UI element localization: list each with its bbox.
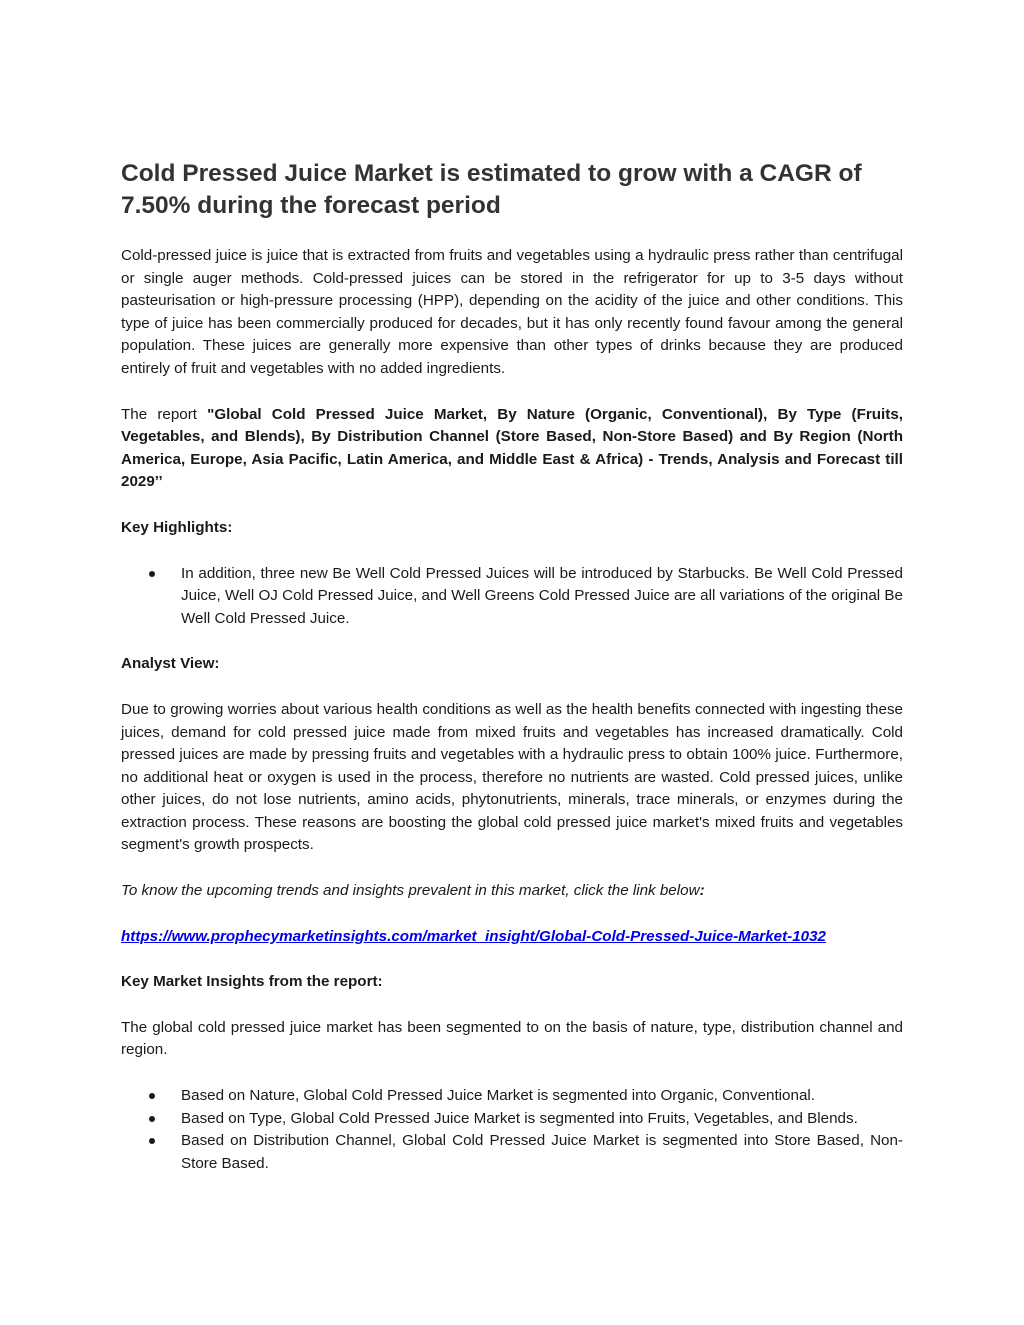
analyst-view-heading: Analyst View: [121, 655, 220, 673]
list-item [121, 563, 903, 631]
cta-text-body: To know the upcoming trends and insights prevalent in this market, click the link below [121, 882, 700, 900]
list-item [121, 1130, 903, 1175]
report-name: "Global Cold Pressed Juice Market, By Nature (Organic, Conventional), By Type (Fruits, Vegetables, and Blends), By Distribution Channel (Store Based, Non-Store Based) and By Region (North America, Europe, Asia Pacific, Latin America, and Middle East & Africa) - Trends, Analysis and Forecast till 2029’’ [121, 405, 903, 491]
list-item [121, 1108, 903, 1131]
cta-colon: : [699, 882, 705, 900]
key-insights-intro: The global cold pressed juice market has been segmented to on the basis of nature, type, distribution channel and region. [121, 1018, 903, 1059]
bullet-icon [149, 1116, 155, 1122]
list-item-text: Based on Nature, Global Cold Pressed Juice Market is segmented into Organic, Conventional. [181, 1087, 815, 1105]
key-insights-list [121, 1085, 903, 1175]
list-item-text: Based on Distribution Channel, Global Cold Pressed Juice Market is segmented into Store Based, Non-Store Based. [181, 1132, 903, 1172]
analyst-view-paragraph: Due to growing worries about various health conditions as well as the health benefits connected with ingesting these juices, demand for cold pressed juice made from mixed fruits and vegetables has increased dramatically. Cold pressed juices are made by pressing fruits and vegetables with a hydraulic press to obtain 100% juice. Furthermore, no additional heat or oxygen is used in the process, therefore no nutrients are wasted. Cold pressed juices, unlike other juices, do not lose nutrients, amino acids, phytonutrients, minerals, trace minerals, or enzymes during the extraction process. These reasons are boosting the global cold pressed juice market's mixed fruits and vegetables segment's growth prospects. [121, 700, 903, 854]
list-item [121, 1085, 903, 1108]
list-item-text: Based on Type, Global Cold Pressed Juice Market is segmented into Fruits, Vegetables, and Blends. [181, 1109, 858, 1127]
report-prefix: The report [121, 405, 208, 423]
intro-paragraph: Cold-pressed juice is juice that is extracted from fruits and vegetables using a hydraulic press rather than centrifugal or single auger methods. Cold-pressed juices can be stored in the refrigerator for up to 3-5 days without pasteurisation or high-pressure processing (HPP), depending on the acidity of the juice and other conditions. This type of juice has been commercially produced for decades, but it has only recently found favour among the general population. These juices are generally more expensive than other types of drinks because they are produced entirely of fruit and vegetables with no added ingredients. [121, 247, 903, 377]
document-page [121, 158, 903, 1198]
bullet-icon [149, 571, 155, 577]
list-item-text: In addition, three new Be Well Cold Pressed Juices will be introduced by Starbucks. Be Well Cold Pressed Juice, Well OJ Cold Pressed Juice, and Well Greens Cold Pressed Juice are all variations of the original Be Well Cold Pressed Juice. [181, 564, 903, 627]
key-highlights-heading: Key Highlights: [121, 518, 233, 536]
report-paragraph [121, 404, 903, 494]
key-insights-heading: Key Market Insights from the report: [121, 973, 383, 991]
cta-text [121, 880, 903, 903]
page-title: Cold Pressed Juice Market is estimated to grow with a CAGR of 7.50% during the forecast period [121, 160, 862, 219]
report-link[interactable]: https://www.prophecymarketinsights.com/market_insight/Global-Cold-Pressed-Juice-Market-1032 [121, 927, 826, 945]
key-highlights-list [121, 563, 903, 631]
bullet-icon [149, 1093, 155, 1099]
bullet-icon [149, 1138, 155, 1144]
